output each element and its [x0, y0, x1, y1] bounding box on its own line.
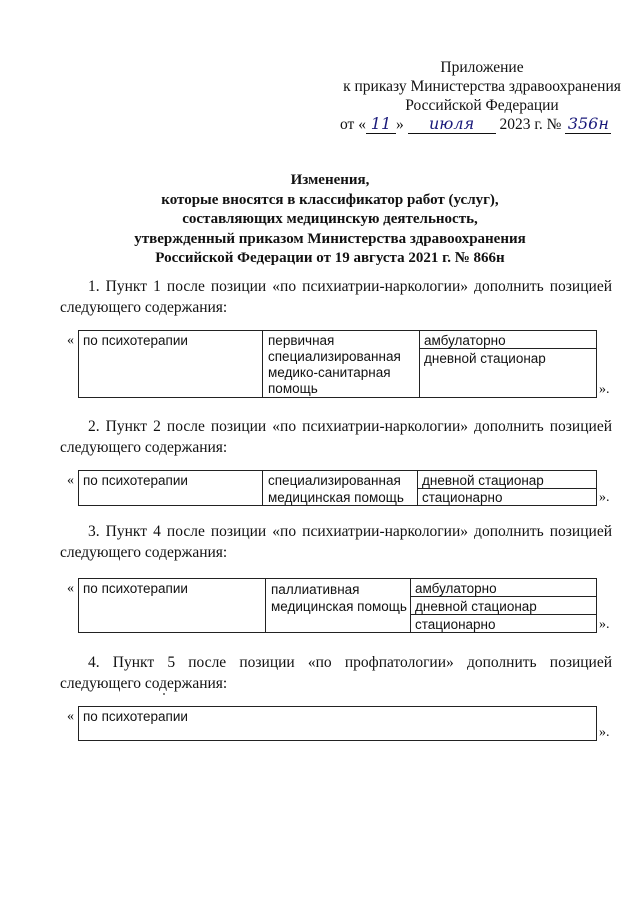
item-1-quote-close: ». [599, 382, 610, 397]
date-mid: » [395, 116, 404, 133]
item-3-condition-1: амбулаторно [415, 581, 497, 596]
item-2-service: по психотерапии [83, 473, 188, 488]
item-1-service: по психотерапии [83, 333, 188, 348]
header-federation: Российской Федерации [405, 97, 559, 114]
item-1-condition-1: амбулаторно [424, 333, 506, 348]
item-1-care-2: специализированная [268, 349, 401, 364]
item-1-line-1: 1. Пункт 1 после позиции «по психиатрии-наркологии» дополнить позицией [88, 278, 612, 295]
item-1-care-4: помощь [268, 381, 318, 396]
item-4-quote-close: ». [599, 725, 610, 740]
item-2-condition-1: дневной стационар [422, 473, 544, 488]
item-4-line-2: следующего содержания: [60, 675, 228, 692]
header-order-ref: к приказу Министерства здравоохранения [343, 78, 621, 95]
item-1-quote-open: « [67, 333, 74, 348]
date-prefix: от « [340, 116, 366, 133]
item-1-col-divider-1 [262, 330, 263, 398]
item-3-condition-3: стационарно [415, 617, 496, 632]
item-2-line-1: 2. Пункт 2 после позиции «по психиатрии-наркологии» дополнить позицией [88, 418, 612, 435]
item-3-col-divider-1 [265, 578, 266, 633]
item-4-paragraph [60, 652, 612, 694]
item-3-line-1: 3. Пункт 4 после позиции «по психиатрии-наркологии» дополнить позицией [88, 523, 612, 540]
item-2-care-2: медицинская помощь [268, 490, 404, 505]
item-3-paragraph [60, 521, 612, 563]
order-number: 356н [565, 116, 611, 134]
item-3-condition-2: дневной стационар [415, 599, 537, 614]
title-line-5: Российской Федерации от 19 августа 2021 г. № 866н [155, 250, 505, 266]
item-1-paragraph [60, 276, 612, 318]
date-year: 2023 г. № [499, 116, 562, 133]
item-1-condition-2: дневной стационар [424, 351, 546, 366]
date-month: июля [408, 116, 496, 134]
document-title [60, 171, 600, 269]
item-4-quote-open: « [67, 709, 74, 724]
item-3-care-1: паллиативная [271, 582, 360, 597]
title-line-2: которые вносятся в классификатор работ (услуг), [161, 191, 499, 208]
item-2-col-divider-1 [262, 470, 263, 506]
scan-speck [163, 693, 165, 695]
item-3-care-2: медицинская помощь [271, 599, 407, 614]
item-3-line-2: следующего содержания: [60, 544, 228, 561]
item-2-quote-open: « [67, 473, 74, 488]
item-1-line-2: следующего содержания: [60, 299, 228, 316]
approval-header [332, 58, 632, 134]
title-line-4: утвержденный приказом Министерства здравоохранения [134, 230, 526, 247]
item-4-service: по психотерапии [83, 709, 188, 724]
title-line-3: составляющих медицинскую деятельность, [182, 211, 478, 227]
date-day: 11 [366, 116, 396, 134]
header-appendix: Приложение [440, 59, 524, 76]
item-2-condition-2: стационарно [422, 490, 503, 505]
item-3-quote-open: « [67, 581, 74, 596]
item-2-care-1: специализированная [268, 473, 401, 488]
item-4-line-1: 4. Пункт 5 после позиции «по профпатологии» дополнить позицией [88, 654, 612, 671]
item-2-quote-close: ». [599, 490, 610, 505]
header-date-line [340, 115, 632, 134]
item-3-service: по психотерапии [83, 581, 188, 596]
item-1-care-1: первичная [268, 333, 335, 348]
item-2-line-2: следующего содержания: [60, 439, 228, 456]
title-line-1: Изменения, [290, 172, 370, 188]
item-2-paragraph [60, 416, 612, 458]
item-1-care-3: медико-санитарная [268, 365, 391, 380]
item-3-quote-close: ». [599, 617, 610, 632]
